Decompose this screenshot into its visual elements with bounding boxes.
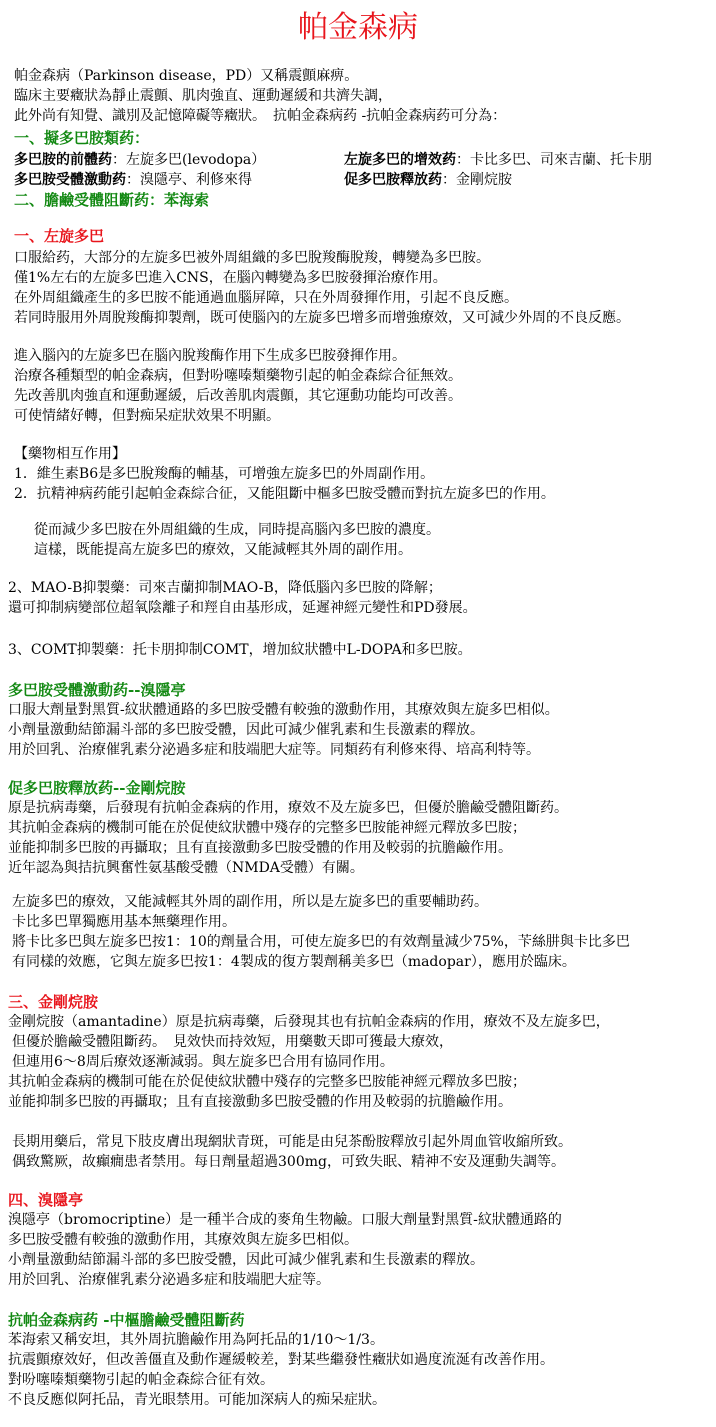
releaser-heading: 促多巴胺釋放药--金剛烷胺 (8, 779, 186, 797)
text-line: 在外周組織產生的多巴胺不能通過血腦屏障，只在外周發揮作用，引起不良反應。 (14, 290, 518, 306)
intro-line: 帕金森病（Parkinson disease，PD）又稱震顫麻痹。 (14, 68, 359, 84)
precursor-label: 多巴胺的前體药 (14, 152, 112, 168)
releaser-value: ：金剛烷胺 (442, 172, 512, 188)
text-line: 小劑量激動結節漏斗部的多巴胺受體，因此可減少催乳素和生長激素的釋放。 (8, 1252, 484, 1268)
levodopa-heading: 一、左旋多巴 (14, 227, 105, 245)
text-line: 溴隱亭（bromocriptine）是一種半合成的麥角生物鹼。口服大劑量對黑質-紋狀體通路的 (8, 1212, 562, 1228)
text-line: 苯海索又稱安坦，其外周抗膽鹼作用為阿托品的1/10～1/3。 (8, 1332, 384, 1348)
text-line: 抗震顫療效好，但改善僵直及動作遲緩較差，對某些繼發性癥狀如過度流涎有改善作用。 (8, 1352, 554, 1368)
enhancer-label: 左旋多巴的增效药 (344, 152, 456, 168)
text-line: 左旋多巴的療效，又能減輕其外周的副作用，所以是左旋多巴的重要輔助药。 (12, 894, 488, 910)
text-line: 長期用藥后，常見下肢皮膚出現網狀青斑，可能是由兒茶酚胺釋放引起外周血管收縮所致。 (12, 1134, 572, 1150)
text-line: 多巴胺受體有較強的激動作用，其療效與左旋多巴相似。 (8, 1232, 358, 1248)
text-line: 並能抑制多巴胺的再攝取；且有直接激動多巴胺受體的作用及較弱的抗膽鹼作用。 (8, 1094, 512, 1110)
text-line: 其抗帕金森病的機制可能在於促使紋狀體中殘存的完整多巴胺能神經元釋放多巴胺； (8, 820, 526, 836)
bromocriptine-heading: 四、溴隱亭 (8, 1191, 84, 1209)
interaction-heading: 【藥物相互作用】 (14, 446, 126, 462)
releaser-label: 促多巴胺釋放药 (344, 172, 442, 188)
drug-row (344, 170, 512, 190)
text-line: 近年認為與拮抗興奮性氨基酸受體（NMDA受體）有關。 (8, 860, 364, 876)
amantadine-heading: 三、金剛烷胺 (8, 993, 99, 1011)
agonist-value: ：溴隱亭、利修來得 (126, 172, 252, 188)
text-line: 2、MAO-B抑製藥：司來吉蘭抑制MAO-B，降低腦內多巴胺的降解； (8, 580, 442, 596)
text-line: 不良反應似阿托品，青光眼禁用。可能加深病人的痴呆症狀。 (8, 1392, 386, 1408)
text-line: 口服大劑量對黑質-紋狀體通路的多巴胺受體有較強的激動作用，其療效與左旋多巴相似。 (8, 702, 559, 718)
class-one-heading: 一、擬多巴胺類药： (14, 129, 150, 147)
precursor-value: ：左旋多巴(levodopa） (112, 152, 266, 168)
drug-row (14, 170, 252, 190)
text-line: 將卡比多巴與左旋多巴按1：10的劑量合用，可使左旋多巴的有效劑量減少75%，苄絲肼與卡比多巴 (12, 934, 630, 950)
text-line: 還可抑制病變部位超氧陰離子和羥自由基形成，延遲神經元變性和PD發展。 (8, 600, 477, 616)
text-line: 可使情緒好轉，但對痴呆症狀效果不明顯。 (14, 408, 280, 424)
intro-line: 此外尚有知覺、識別及記憶障礙等癥狀。 抗帕金森病药 -抗帕金森病药可分為： (14, 108, 507, 124)
text-line: 從而減少多巴胺在外周組織的生成，同時提高腦內多巴胺的濃度。 (34, 522, 440, 538)
anticholinergic-heading: 抗帕金森病药 -中樞膽鹼受體阻斷药 (8, 1311, 245, 1329)
text-line: 若同時服用外周脫羧酶抑製劑，既可使腦內的左旋多巴增多而增強療效，又可減少外周的不良反應。 (14, 310, 630, 326)
text-line: 口服給药，大部分的左旋多巴被外周組織的多巴脫羧酶脫羧，轉變為多巴胺。 (14, 250, 490, 266)
text-line: 小劑量激動結節漏斗部的多巴胺受體，因此可減少催乳素和生長激素的釋放。 (8, 722, 484, 738)
text-line: 並能抑制多巴胺的再攝取；且有直接激動多巴胺受體的作用及較弱的抗膽鹼作用。 (8, 840, 512, 856)
enhancer-value: ：卡比多巴、司來吉蘭、托卡朋 (456, 152, 652, 168)
text-line: 僅1%左右的左旋多巴進入CNS，在腦內轉變為多巴胺發揮治療作用。 (14, 270, 447, 286)
text-line: 卡比多巴單獨應用基本無藥理作用。 (12, 914, 236, 930)
drug-row (14, 150, 265, 170)
text-line: 先改善肌肉強直和運動遲緩，后改善肌肉震顫，其它運動功能均可改善。 (14, 388, 462, 404)
text-line: 進入腦內的左旋多巴在腦內脫羧酶作用下生成多巴胺發揮作用。 (14, 348, 406, 364)
text-line: 對吩噻嗪類藥物引起的帕金森綜合征有效。 (8, 1372, 274, 1388)
text-line: 但連用6～8周后療效逐漸減弱。與左旋多巴合用有協同作用。 (12, 1054, 394, 1070)
text-line: 但優於膽鹼受體阻斷药。 見效快而持效短，用藥數天即可獲最大療效， (12, 1034, 453, 1050)
intro-line: 臨床主要癥狀為靜止震顫、肌肉強直、運動遲緩和共濟失調， (14, 88, 392, 104)
text-line: 3、COMT抑製藥：托卡朋抑制COMT，增加紋狀體中L-DOPA和多巴胺。 (8, 642, 472, 658)
class-two-heading: 二、膽鹼受體阻斷药：苯海索 (14, 191, 210, 209)
text-line: 用於回乳、治療催乳素分泌過多症和肢端肥大症等。同類药有利修來得、培高利特等。 (8, 742, 540, 758)
text-line: 其抗帕金森病的機制可能在於促使紋狀體中殘存的完整多巴胺能神經元釋放多巴胺； (8, 1074, 526, 1090)
text-line: 金剛烷胺（amantadine）原是抗病毒藥，后發現其也有抗帕金森病的作用，療效不及左旋多巴， (8, 1014, 610, 1030)
agonist-heading: 多巴胺受體激動药--溴隱亭 (8, 681, 186, 699)
text-line: 原是抗病毒藥，后發現有抗帕金森病的作用，療效不及左旋多巴，但優於膽鹼受體阻斷药。 (8, 800, 568, 816)
agonist-label: 多巴胺受體激動药 (14, 172, 126, 188)
interaction-item: 2．抗精神病药能引起帕金森綜合征，又能阻斷中樞多巴胺受體而對抗左旋多巴的作用。 (14, 486, 555, 502)
page-title: 帕金森病 (298, 10, 418, 45)
text-line: 這樣，既能提高左旋多巴的療效，又能減輕其外周的副作用。 (34, 542, 412, 558)
interaction-item: 1．維生素B6是多巴脫羧酶的輔基，可增強左旋多巴的外周副作用。 (14, 466, 435, 482)
text-line: 偶致驚厥，故癲癇患者禁用。每日劑量超過300mg，可致失眠、精神不安及運動失調等。 (12, 1154, 565, 1170)
text-line: 治療各種類型的帕金森病，但對吩噻嗪類藥物引起的帕金森綜合征無效。 (14, 368, 462, 384)
text-line: 用於回乳、治療催乳素分泌過多症和肢端肥大症等。 (8, 1272, 330, 1288)
drug-row (344, 150, 652, 170)
text-line: 有同樣的效應，它與左旋多巴按1：4製成的復方製劑稱美多巴（madopar），應用於臨床。 (12, 954, 576, 970)
